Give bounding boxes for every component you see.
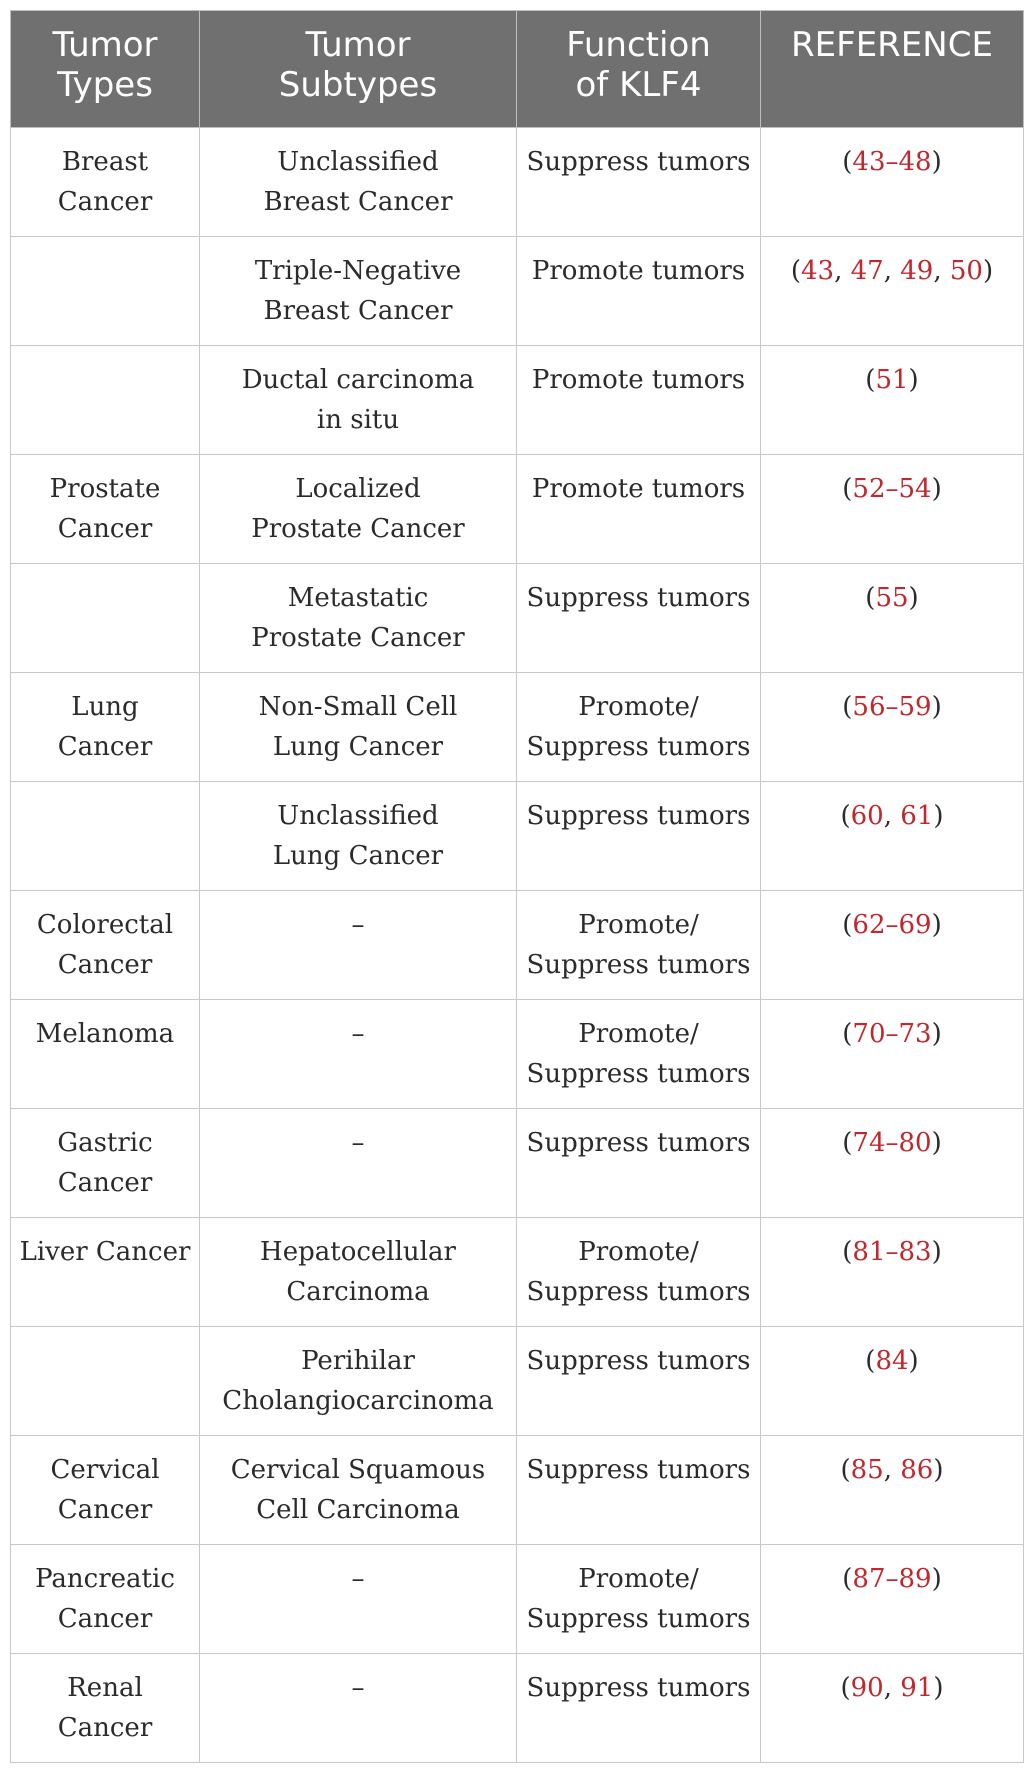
reference-link[interactable]: 81–83 (852, 1237, 932, 1267)
tumor-type-cell-line: Cervical (50, 1455, 160, 1485)
tumor-type-cell (11, 1327, 200, 1436)
tumor-subtype-cell-line: – (351, 1564, 365, 1594)
header-tumor-subtypes (200, 11, 517, 128)
tumor-type-cell-line: Cancer (57, 1713, 153, 1743)
reference-punctuation: ( (842, 692, 853, 722)
tumor-subtype-cell-line: Cervical Squamous (230, 1455, 486, 1485)
tumor-subtype-cell-line: Lung Cancer (272, 732, 444, 762)
tumor-subtype-cell-line: – (351, 1673, 365, 1703)
table-row (11, 673, 1024, 782)
table-row (11, 891, 1024, 1000)
table-row (11, 782, 1024, 891)
reference-punctuation: ( (842, 147, 853, 177)
function-cell-line: Suppress tumors (526, 1346, 751, 1376)
reference-link[interactable]: 47 (850, 256, 884, 286)
tumor-subtype-cell (200, 891, 517, 1000)
function-cell-line: Suppress tumors (526, 583, 751, 613)
tumor-subtype-cell (200, 455, 517, 564)
function-cell (517, 1545, 761, 1654)
table-row (11, 346, 1024, 455)
reference-link[interactable]: 86 (900, 1455, 934, 1485)
header-reference (761, 11, 1024, 128)
klf4-tumor-table (10, 10, 1024, 1763)
reference-link[interactable]: 90 (850, 1673, 884, 1703)
reference-punctuation: ( (840, 1673, 851, 1703)
reference-punctuation: , (834, 256, 851, 286)
klf4-tumor-table-container (10, 10, 1023, 1763)
reference-punctuation: , (883, 801, 901, 831)
reference-cell (761, 455, 1024, 564)
function-cell (517, 1218, 761, 1327)
reference-punctuation: ) (908, 365, 919, 395)
function-cell-line: Suppress tumors (526, 1455, 751, 1485)
reference-cell (761, 1218, 1024, 1327)
tumor-subtype-cell (200, 1545, 517, 1654)
function-cell-line: Promote tumors (531, 256, 746, 286)
tumor-subtype-cell (200, 564, 517, 673)
reference-punctuation: ) (931, 1019, 942, 1049)
function-cell-line: Promote/ (578, 692, 699, 722)
reference-punctuation: ) (908, 583, 919, 613)
table-row (11, 1109, 1024, 1218)
tumor-type-cell-line: Melanoma (35, 1019, 175, 1049)
header-tumor-types (11, 11, 200, 128)
tumor-type-cell (11, 237, 200, 346)
reference-punctuation: ) (933, 801, 944, 831)
function-cell (517, 346, 761, 455)
table-row (11, 564, 1024, 673)
tumor-subtype-cell-line: Breast Cancer (263, 187, 453, 217)
header-text-line: Function (566, 25, 711, 65)
reference-cell (761, 1436, 1024, 1545)
tumor-type-cell-line: Cancer (57, 732, 153, 762)
tumor-type-cell (11, 782, 200, 891)
tumor-subtype-cell (200, 1109, 517, 1218)
reference-punctuation: ( (842, 910, 853, 940)
tumor-subtype-cell (200, 673, 517, 782)
reference-link[interactable]: 60 (850, 801, 884, 831)
function-cell (517, 782, 761, 891)
tumor-subtype-cell-line: Carcinoma (286, 1277, 430, 1307)
reference-punctuation: ) (931, 1564, 942, 1594)
reference-link[interactable]: 52–54 (852, 474, 932, 504)
reference-cell (761, 237, 1024, 346)
reference-cell (761, 1109, 1024, 1218)
tumor-subtype-cell-line: Ductal carcinoma (241, 365, 475, 395)
reference-cell (761, 782, 1024, 891)
function-cell-line: Promote/ (578, 1019, 699, 1049)
reference-punctuation: ( (842, 1237, 853, 1267)
tumor-subtype-cell-line: Prostate Cancer (251, 623, 465, 653)
reference-link[interactable]: 91 (900, 1673, 934, 1703)
function-cell-line: Suppress tumors (526, 1673, 751, 1703)
tumor-subtype-cell (200, 346, 517, 455)
reference-link[interactable]: 85 (850, 1455, 884, 1485)
tumor-type-cell-line: Cancer (57, 1604, 153, 1634)
tumor-subtype-cell (200, 237, 517, 346)
function-cell (517, 455, 761, 564)
reference-link[interactable]: 55 (875, 583, 909, 613)
tumor-subtype-cell-line: Triple-Negative (254, 256, 462, 286)
reference-punctuation: , (933, 256, 950, 286)
tumor-type-cell (11, 1436, 200, 1545)
reference-cell (761, 128, 1024, 237)
reference-punctuation: ) (931, 474, 942, 504)
header-function-of-klf4 (517, 11, 761, 128)
table-row (11, 455, 1024, 564)
header-text-line: REFERENCE (791, 25, 993, 65)
reference-punctuation: ) (931, 692, 942, 722)
reference-link[interactable]: 61 (900, 801, 934, 831)
reference-link[interactable]: 43–48 (852, 147, 932, 177)
function-cell (517, 1654, 761, 1763)
reference-link[interactable]: 84 (875, 1346, 909, 1376)
table-body (11, 128, 1024, 1763)
reference-link[interactable]: 49 (900, 256, 934, 286)
reference-cell (761, 1654, 1024, 1763)
function-cell-line: Suppress tumors (526, 1059, 751, 1089)
reference-punctuation: , (883, 1673, 901, 1703)
function-cell-line: Promote/ (578, 1237, 699, 1267)
reference-punctuation: ( (842, 1564, 853, 1594)
tumor-subtype-cell-line: Prostate Cancer (251, 514, 465, 544)
reference-punctuation: ( (790, 256, 802, 286)
function-cell-line: Promote/ (578, 910, 699, 940)
reference-link[interactable]: 74–80 (852, 1128, 932, 1158)
reference-punctuation: , (883, 256, 901, 286)
reference-cell (761, 564, 1024, 673)
function-cell-line: Suppress tumors (526, 1277, 751, 1307)
tumor-subtype-cell (200, 1436, 517, 1545)
tumor-subtype-cell-line: Lung Cancer (272, 841, 444, 871)
tumor-subtype-cell-line: Cholangiocarcinoma (222, 1386, 494, 1416)
tumor-subtype-cell (200, 128, 517, 237)
header-text-line: Tumor (52, 25, 158, 65)
tumor-subtype-cell-line: Localized (295, 474, 421, 504)
reference-punctuation: ( (865, 365, 876, 395)
function-cell-line: Promote tumors (531, 474, 746, 504)
tumor-type-cell (11, 673, 200, 782)
reference-punctuation: ( (865, 1346, 876, 1376)
tumor-type-cell (11, 891, 200, 1000)
table-row (11, 1436, 1024, 1545)
reference-punctuation: ) (933, 1673, 944, 1703)
reference-cell (761, 346, 1024, 455)
tumor-subtype-cell-line: Unclassified (277, 147, 439, 177)
table-row (11, 237, 1024, 346)
function-cell-line: Suppress tumors (526, 950, 751, 980)
tumor-type-cell (11, 1000, 200, 1109)
table-row (11, 1545, 1024, 1654)
tumor-type-cell (11, 1109, 200, 1218)
header-text-line: Tumor (305, 25, 411, 65)
tumor-type-cell-line: Cancer (57, 514, 153, 544)
tumor-type-cell-line: Gastric (57, 1128, 153, 1158)
tumor-type-cell-line: Prostate (49, 474, 161, 504)
reference-link[interactable]: 50 (949, 256, 983, 286)
tumor-subtype-cell-line: – (351, 910, 365, 940)
tumor-type-cell-line: Cancer (57, 950, 153, 980)
reference-punctuation: ( (842, 1019, 853, 1049)
tumor-type-cell (11, 346, 200, 455)
reference-cell (761, 1327, 1024, 1436)
function-cell (517, 128, 761, 237)
tumor-subtype-cell-line: Metastatic (287, 583, 429, 613)
function-cell-line: Suppress tumors (526, 1128, 751, 1158)
reference-cell (761, 673, 1024, 782)
tumor-subtype-cell (200, 1654, 517, 1763)
reference-punctuation: ( (865, 583, 876, 613)
reference-link[interactable]: 70–73 (852, 1019, 932, 1049)
reference-punctuation: ) (982, 256, 994, 286)
tumor-type-cell-line: Cancer (57, 187, 153, 217)
table-row (11, 1000, 1024, 1109)
function-cell-line: Suppress tumors (526, 1604, 751, 1634)
reference-punctuation: , (883, 1455, 901, 1485)
reference-punctuation: ( (842, 1128, 853, 1158)
reference-punctuation: ) (908, 1346, 919, 1376)
tumor-type-cell (11, 1654, 200, 1763)
reference-cell (761, 1000, 1024, 1109)
table-row (11, 1218, 1024, 1327)
tumor-subtype-cell-line: Hepatocellular (260, 1237, 456, 1267)
header-text-line: Types (57, 65, 153, 105)
function-cell (517, 1327, 761, 1436)
tumor-type-cell (11, 564, 200, 673)
reference-link[interactable]: 51 (875, 365, 909, 395)
table-row (11, 128, 1024, 237)
function-cell (517, 1000, 761, 1109)
function-cell (517, 891, 761, 1000)
tumor-subtype-cell-line: Perihilar (301, 1346, 415, 1376)
tumor-subtype-cell (200, 1218, 517, 1327)
table-row (11, 1327, 1024, 1436)
reference-link[interactable]: 56–59 (852, 692, 932, 722)
reference-punctuation: ) (931, 147, 942, 177)
tumor-type-cell-line: Lung (71, 692, 139, 722)
tumor-type-cell-line: Breast (61, 147, 149, 177)
function-cell-line: Promote/ (578, 1564, 699, 1594)
tumor-type-cell-line: Liver Cancer (19, 1237, 191, 1267)
header-text-line: of KLF4 (575, 65, 702, 105)
reference-punctuation: ) (931, 910, 942, 940)
tumor-subtype-cell-line: Cell Carcinoma (256, 1495, 460, 1525)
reference-link[interactable]: 87–89 (852, 1564, 932, 1594)
tumor-subtype-cell-line: Unclassified (277, 801, 439, 831)
function-cell (517, 564, 761, 673)
reference-punctuation: ( (840, 1455, 851, 1485)
tumor-type-cell (11, 1545, 200, 1654)
function-cell (517, 673, 761, 782)
function-cell-line: Suppress tumors (526, 732, 751, 762)
tumor-type-cell-line: Cancer (57, 1168, 153, 1198)
reference-cell (761, 891, 1024, 1000)
tumor-subtype-cell (200, 782, 517, 891)
reference-punctuation: ) (931, 1128, 942, 1158)
header-row (11, 11, 1024, 128)
reference-cell (761, 1545, 1024, 1654)
function-cell (517, 237, 761, 346)
reference-link[interactable]: 62–69 (852, 910, 932, 940)
tumor-type-cell (11, 128, 200, 237)
tumor-type-cell (11, 1218, 200, 1327)
function-cell (517, 1109, 761, 1218)
reference-punctuation: ( (842, 474, 853, 504)
reference-punctuation: ) (931, 1237, 942, 1267)
tumor-subtype-cell-line: in situ (316, 405, 400, 435)
table-header (11, 11, 1024, 128)
tumor-type-cell-line: Pancreatic (35, 1564, 175, 1594)
function-cell-line: Promote tumors (531, 365, 746, 395)
reference-link[interactable]: 43 (801, 256, 835, 286)
tumor-subtype-cell-line: Breast Cancer (263, 296, 453, 326)
tumor-type-cell-line: Colorectal (36, 910, 174, 940)
tumor-subtype-cell (200, 1327, 517, 1436)
function-cell (517, 1436, 761, 1545)
function-cell-line: Suppress tumors (526, 801, 751, 831)
tumor-subtype-cell (200, 1000, 517, 1109)
header-text-line: Subtypes (278, 65, 438, 105)
tumor-subtype-cell-line: – (351, 1128, 365, 1158)
tumor-subtype-cell-line: Non-Small Cell (258, 692, 458, 722)
function-cell-line: Suppress tumors (526, 147, 751, 177)
reference-punctuation: ( (840, 801, 851, 831)
table-row (11, 1654, 1024, 1763)
tumor-type-cell-line: Renal (67, 1673, 143, 1703)
tumor-type-cell (11, 455, 200, 564)
tumor-type-cell-line: Cancer (57, 1495, 153, 1525)
tumor-subtype-cell-line: – (351, 1019, 365, 1049)
reference-punctuation: ) (933, 1455, 944, 1485)
